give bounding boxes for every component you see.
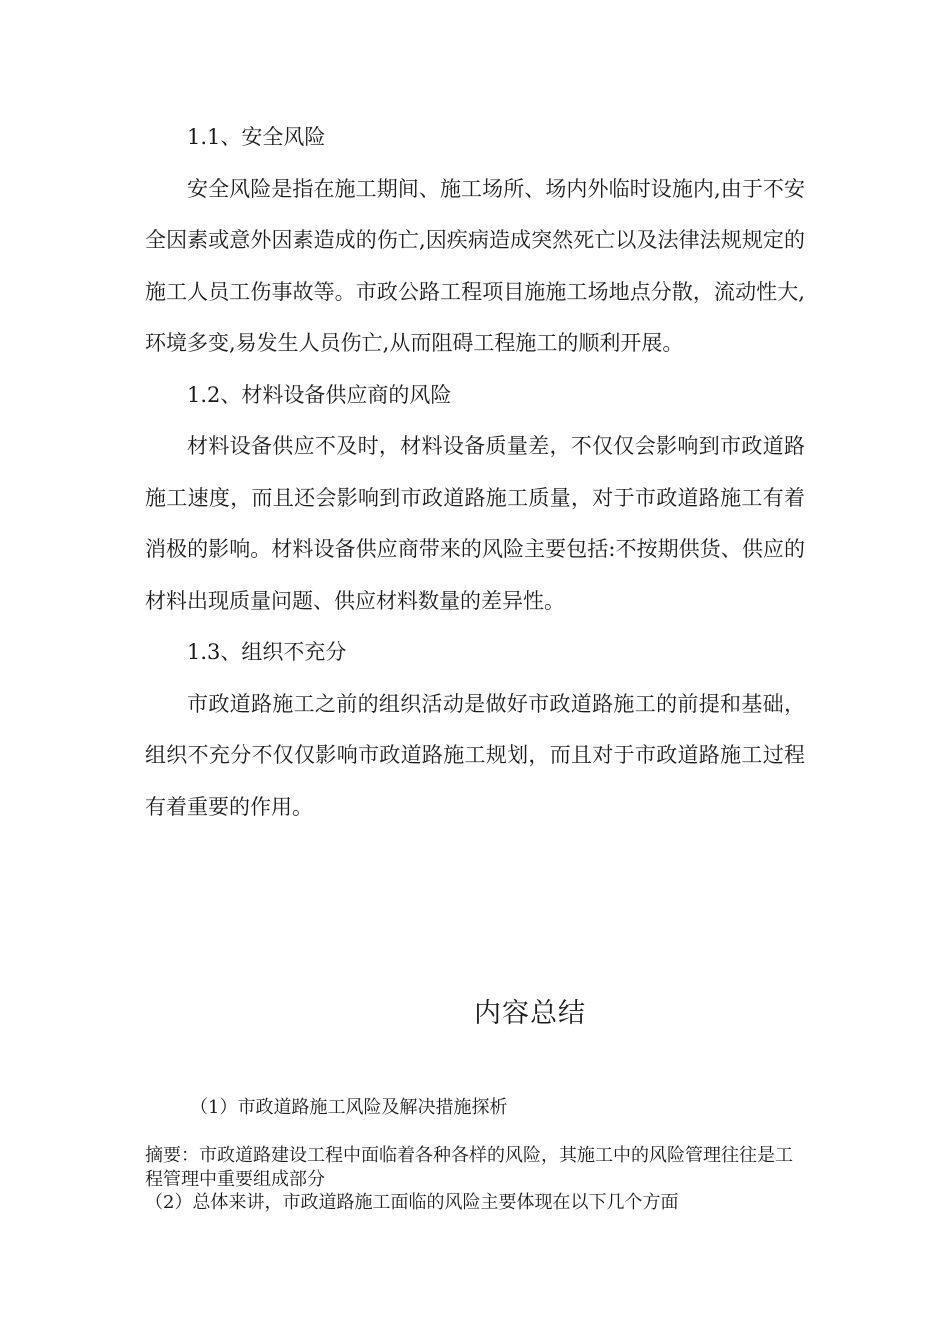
section-heading-1: 1.1、安全风险 — [187, 125, 326, 149]
section-heading-2: 1.2、材料设备供应商的风险 — [187, 382, 452, 407]
document-body — [145, 112, 805, 833]
section-paragraph-3: 市政道路施工之前的组织活动是做好市政道路施工的前提和基础，组织不充分不仅仅影响市政道路施工规划，而且对于市政道路施工过程有着重要的作用。 — [145, 691, 805, 819]
section-paragraph-2: 材料设备供应不及时，材料设备质量差，不仅仅会影响到市政道路施工速度，而且还会影响到市政道路施工质量，对于市政道路施工有着消极的影响。材料设备供应商带来的风险主要包括:不按期供货、供应的材料出现质量问题、供应材料数量的差异性。 — [145, 434, 805, 613]
summary-item-2: （2）总体来讲，市政道路施工面临的风险主要体现在以下几个方面 — [145, 1192, 679, 1213]
summary-item-1: （1）市政道路施工风险及解决措施探析 — [190, 1097, 508, 1118]
section-heading-3: 1.3、组织不充分 — [187, 640, 347, 664]
section-paragraph-1: 安全风险是指在施工期间、施工场所、场内外临时设施内,由于不安全因素或意外因素造成的伤亡,因疾病造成突然死亡以及法律法规规定的施工人员工伤事故等。市政公路工程项目施施工场地点分散，流动性大,环境多变,易发生人员伤亡,从而阻碍工程施工的顺利开展。 — [145, 176, 805, 355]
summary-title: 内容总结 — [474, 998, 586, 1029]
summary-abstract: 摘要：市政道路建设工程中面临着各种各样的风险，其施工中的风险管理往往是工程管理中重要组成部分 — [145, 1145, 793, 1190]
